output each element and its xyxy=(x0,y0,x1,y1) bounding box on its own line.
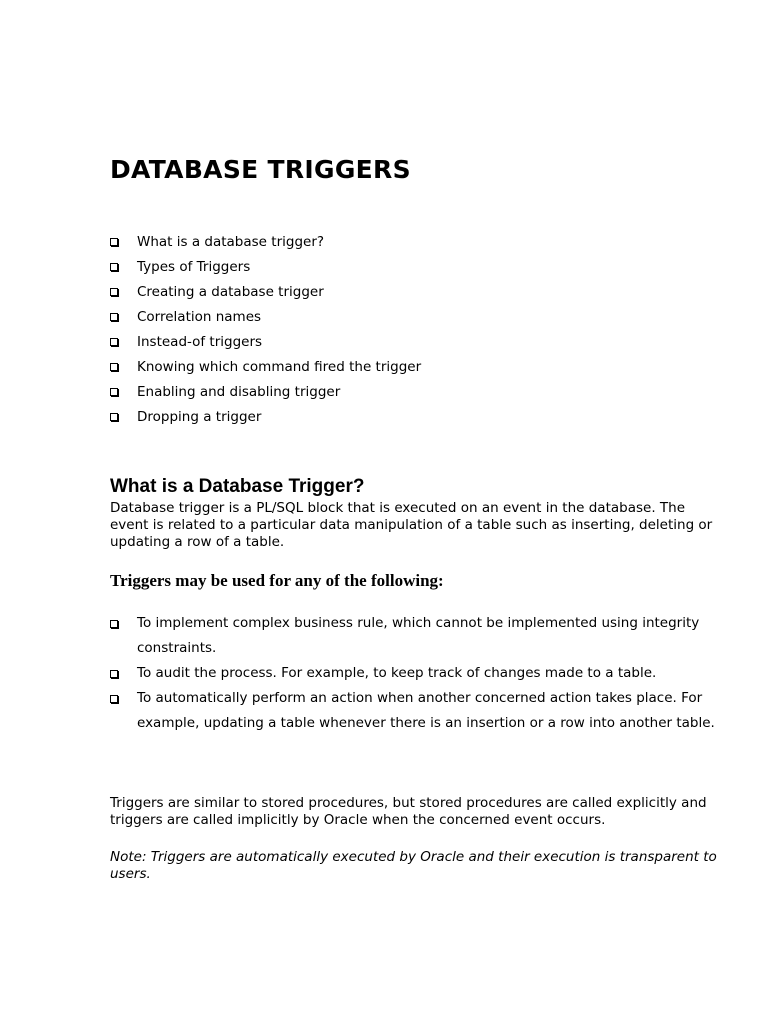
list-item xyxy=(110,686,730,736)
section-heading: What is a Database Trigger? xyxy=(110,476,365,497)
list-item-label: Creating a database trigger xyxy=(137,284,324,300)
list-item xyxy=(110,356,421,381)
page-title: DATABASE TRIGGERS xyxy=(110,155,411,184)
checkbox-bullet-icon xyxy=(110,363,118,371)
list-item-label: Enabling and disabling trigger xyxy=(137,384,341,400)
list-item xyxy=(110,381,421,406)
intro-paragraph: Database trigger is a PL/SQL block that is executed on an event in the database. The event is related to a particular data manipulation of a table such as inserting, deleting or updating a row of a table. xyxy=(110,500,713,550)
list-item xyxy=(110,281,421,306)
list-item-text: To implement complex business rule, which cannot be implemented using integrity constraints. xyxy=(137,615,700,656)
note-paragraph: Note: Triggers are automatically executed by Oracle and their execution is transparent to users. xyxy=(110,849,717,882)
list-item xyxy=(110,611,730,661)
list-item-label: Dropping a trigger xyxy=(137,409,262,425)
list-item xyxy=(110,256,421,281)
checkbox-bullet-icon xyxy=(110,620,118,628)
checkbox-bullet-icon xyxy=(110,238,118,246)
checkbox-bullet-icon xyxy=(110,288,118,296)
checkbox-bullet-icon xyxy=(110,413,118,421)
topics-list xyxy=(110,231,421,431)
checkbox-bullet-icon xyxy=(110,313,118,321)
uses-subheading: Triggers may be used for any of the following: xyxy=(110,571,444,590)
list-item xyxy=(110,661,730,686)
list-item-text: To audit the process. For example, to keep track of changes made to a table. xyxy=(137,665,657,681)
checkbox-bullet-icon xyxy=(110,695,118,703)
list-item xyxy=(110,331,421,356)
uses-list xyxy=(110,611,730,736)
list-item-text: To automatically perform an action when another concerned action takes place. For example, updating a table whenever there is an insertion or a row into another table. xyxy=(137,690,715,731)
list-item xyxy=(110,406,421,431)
list-item-label: Knowing which command fired the trigger xyxy=(137,359,422,375)
checkbox-bullet-icon xyxy=(110,670,118,678)
list-item xyxy=(110,231,421,256)
list-item-label: Types of Triggers xyxy=(137,259,251,275)
comparison-paragraph: Triggers are similar to stored procedures, but stored procedures are called explicitly and triggers are called implicitly by Oracle when the concerned event occurs. xyxy=(110,795,707,828)
list-item-label: Correlation names xyxy=(137,309,262,325)
checkbox-bullet-icon xyxy=(110,338,118,346)
checkbox-bullet-icon xyxy=(110,263,118,271)
list-item-label: What is a database trigger? xyxy=(137,234,325,250)
checkbox-bullet-icon xyxy=(110,388,118,396)
list-item-label: Instead-of triggers xyxy=(137,334,263,350)
list-item xyxy=(110,306,421,331)
